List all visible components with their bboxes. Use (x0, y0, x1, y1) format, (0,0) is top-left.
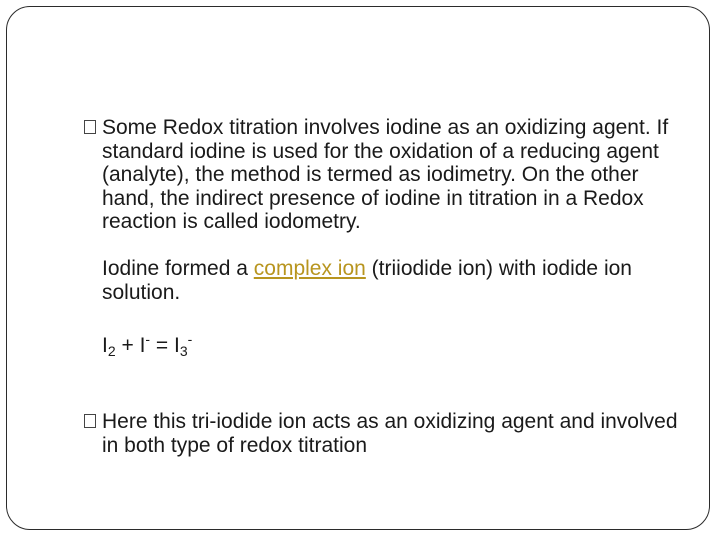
bullet-paragraph: Some Redox titration involves iodine as an oxidizing agent. If standard iodine is used for the oxidation of a reducing agent (analyte), the method is termed as iodimetry. On the other hand, the indirect presence of iodine in titration in a Redox reaction is called iodometry. (102, 116, 669, 233)
empty-box-bullet-icon (84, 414, 96, 428)
equation-subscript: 2 (107, 342, 116, 359)
equation-superscript: - (187, 330, 193, 347)
equation-subscript: 3 (179, 342, 188, 359)
complex-ion-link[interactable]: complex ion (253, 257, 366, 280)
paragraph-text: Iodine formed a (102, 257, 254, 280)
bullet-paragraph: Here this tri-iodide ion acts as an oxidizing agent and involved in both type of redox titration (102, 410, 678, 457)
paragraph-text: (triiodide ion) with iodide ion solution. (102, 257, 632, 304)
equation-superscript: - (145, 330, 151, 347)
equation-term: = I (150, 333, 180, 357)
equation-term: + I (115, 333, 146, 357)
complex-ion-paragraph (102, 257, 684, 304)
equation-term: I (102, 333, 108, 357)
empty-box-bullet-icon (84, 120, 96, 134)
slide-content (84, 116, 684, 457)
equation (102, 328, 684, 364)
bullet-item (84, 410, 684, 457)
bullet-item (84, 116, 684, 363)
